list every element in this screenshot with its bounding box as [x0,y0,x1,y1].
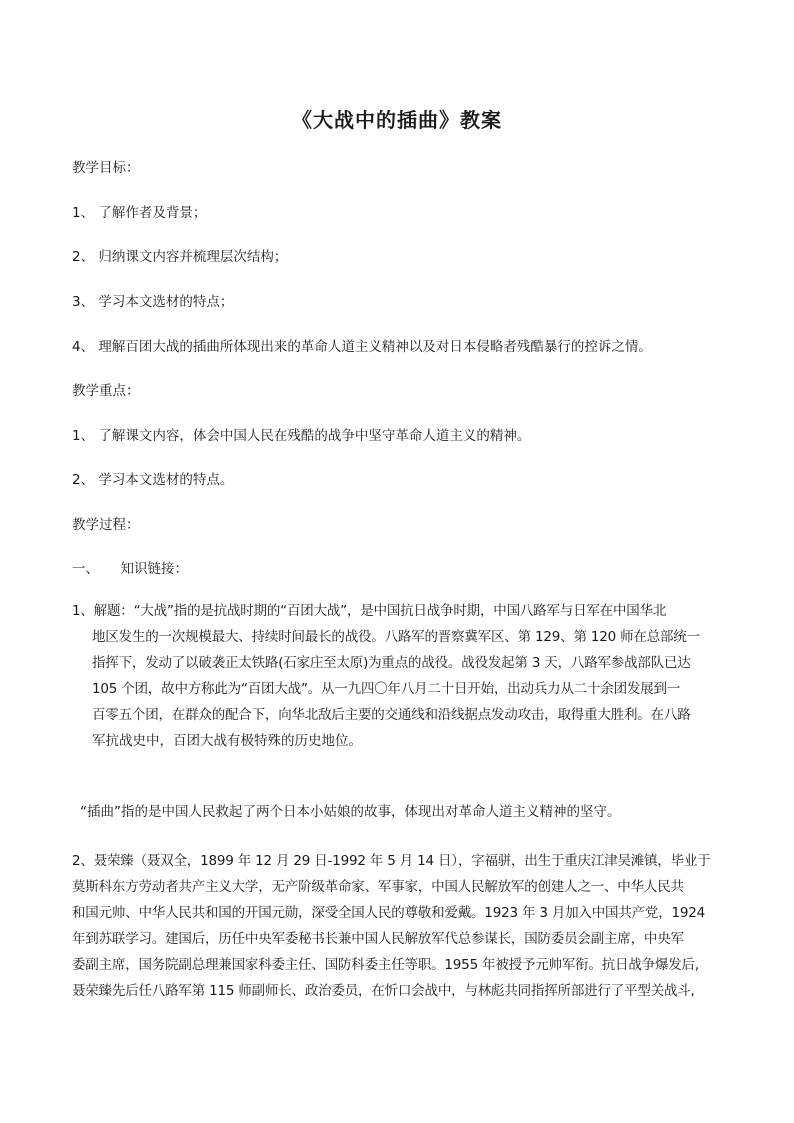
episode-note: “插曲”指的是中国人民救起了两个日本小姑娘的故事，体现出对革命人道主义精神的坚守。 [80,804,621,820]
biography-line: 聂荣臻先后任八路军第 115 师副师长、政治委员，在忻口会战中，与林彪共同指挥所部进行了平型关战斗, [72,983,695,999]
explanation-line: 百零五个团，在群众的配合下，向华北敌后主要的交通线和沿线据点发动攻击，取得重大胜利。在八路 [92,707,691,723]
keypoints-heading: 教学重点： [72,383,140,399]
explanation-line: 指挥下，发动了以破袭正太铁路(石家庄至太原)为重点的战役。战役发起第 3 天，八路军参战部队已达 [92,655,691,671]
objectives-heading: 教学目标： [72,160,140,176]
biography-line: 和国元帅、中华人民共和国的开国元勋，深受全国人民的尊敬和爱戴。1923 年 3 月加入中国共产党，1924 [72,905,706,921]
explanation-paragraph [72,598,700,754]
explanation-line: 1、解题：“大战”指的是抗战时期的“百团大战”，是中国抗日战争时期，中国八路军与日军在中国华北 [72,603,667,619]
biography-line: 年到苏联学习。建国后，历任中央军委秘书长兼中国人民解放军代总参谋长，国防委员会副主席，中央军 [72,931,684,947]
biography-line: 2、聂荣臻（聂双全，1899 年 12 月 29 日-1992 年 5 月 14 日），字福骈，出生于重庆江津吴滩镇，毕业于 [72,853,711,869]
biography-line: 委副主席，国务院副总理兼国家科委主任、国防科委主任等职。1955 年被授予元帅军衔。抗日战争爆发后, [72,957,699,973]
objective-item: 4、 理解百团大战的插曲所体现出来的革命人道主义精神以及对日本侵略者残酷暴行的控诉之情。 [72,339,652,355]
explanation-line: 105 个团，故中方称此为“百团大战”。从一九四〇年八月二十日开始，出动兵力从二十余团发展到一 [92,681,681,697]
document-title: 《大战中的插曲》教案 [292,108,502,132]
objective-item: 3、 学习本文选材的特点； [72,294,234,310]
keypoint-item: 2、 学习本文选材的特点。 [72,472,234,488]
keypoint-item: 1、 了解课文内容，体会中国人民在残酷的战争中坚守革命人道主义的精神。 [72,428,531,444]
section-one-heading: 一、 知识链接： [72,561,188,577]
biography-line: 莫斯科东方劳动者共产主义大学，无产阶级革命家、军事家，中国人民解放军的创建人之一、中华人民共 [72,879,684,895]
process-heading: 教学过程： [72,517,140,533]
biography-paragraph [72,848,711,1004]
objective-item: 2、 归纳课文内容并梳理层次结构； [72,249,288,265]
explanation-line: 地区发生的一次规模最大、持续时间最长的战役。八路军的晋察冀军区、第 129、第 120 师在总部统一 [92,629,700,645]
objective-item: 1、 了解作者及背景； [72,205,207,221]
explanation-line: 军抗战史中，百团大战有极特殊的历史地位。 [92,733,362,749]
